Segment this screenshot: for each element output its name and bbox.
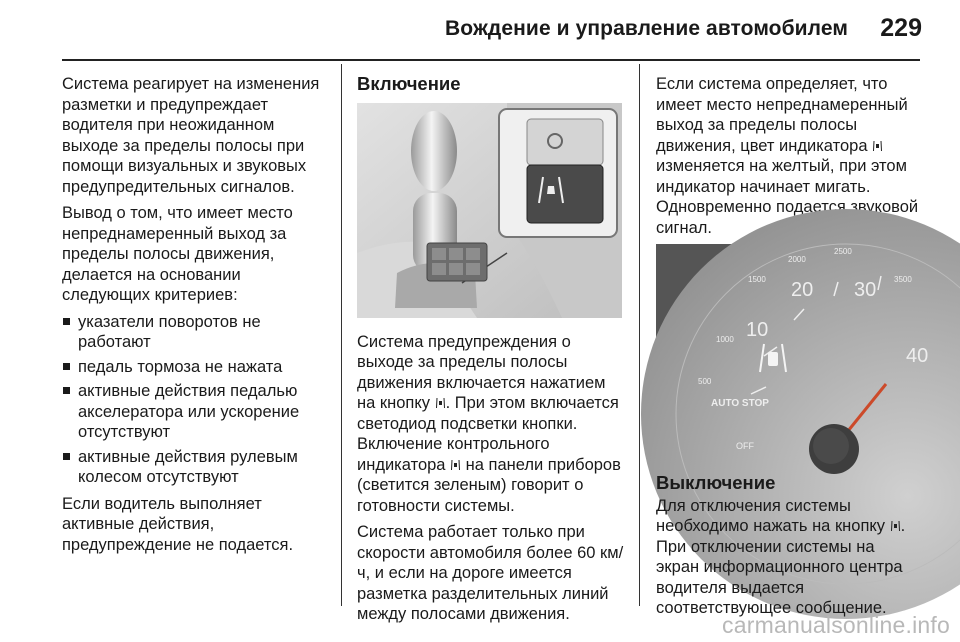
gauge-tick-label: 3500: [894, 275, 912, 284]
list-item: активные действия рулевым колесом отсутствуют: [62, 447, 332, 488]
lane-keep-assist-icon: [891, 520, 900, 532]
gauge-tick-label: 500: [698, 377, 712, 386]
column-1: [62, 74, 332, 561]
page-number: 229: [880, 14, 922, 42]
gauge-off-label: OFF: [736, 441, 754, 451]
lane-keep-assist-icon: [436, 397, 445, 409]
gauge-tick-label: 40: [906, 345, 929, 367]
list-item: указатели поворотов не работают: [62, 312, 332, 353]
list-item: педаль тормоза не нажата: [62, 357, 332, 378]
gauge-tick-label: 20: [791, 279, 814, 301]
column-divider-2: [639, 64, 640, 606]
auto-stop-label: AUTO STOP: [711, 398, 769, 409]
paragraph: Для отключения системы необходимо нажать на кнопку . При отключении системы на экран информационного центра водителя выдается соответствующее сообщение.: [656, 496, 906, 617]
section-heading-disable: Выключение: [656, 472, 776, 493]
instrument-cluster-figure: [656, 244, 929, 459]
paragraph: Система реагирует на изменения разметки и предупреждает водителя при неожиданном выходе за пределы полосы при помощи визуальных и звуковых предупредительных сигналов.: [62, 75, 320, 196]
column-2: [357, 74, 625, 631]
paragraph: Система предупреждения о выходе за пределы полосы движения включается нажатием на кнопку . При этом включается светодиод подсветки кнопки. Включение контрольного индикатора на панели приборов (светится зеленым) говорит о готовности системы.: [357, 332, 621, 515]
header-title: Вождение и управление автомобилем: [445, 17, 848, 40]
header-rule: [62, 59, 920, 61]
criteria-list: [62, 312, 332, 488]
lane-keep-assist-icon: [873, 140, 882, 152]
page-header: [0, 0, 960, 60]
watermark: carmanualsonline.info: [722, 612, 950, 638]
paragraph: Если система определяет, что имеет место непреднамеренный выход за пределы полосы движения, цвет индикатора изменяется на желтый, при этом индикатор начинает мигать. Одновременно подается звуковой сигнал.: [656, 75, 919, 237]
lane-keep-assist-icon: [451, 459, 460, 471]
gauge-tick-label: 30: [854, 279, 877, 301]
list-item: активные действия педалью акселератора или ускорение отсутствуют: [62, 381, 332, 443]
console-button-figure: [357, 103, 622, 318]
speedometer-illustration: [656, 244, 929, 459]
gauge-tick-label: 1000: [716, 335, 734, 344]
gauge-tick-label: 10: [746, 319, 769, 341]
section-heading-enable: Включение: [357, 73, 461, 94]
paragraph: Вывод о том, что имеет место непреднамеренный выход за пределы полосы движения, делается на основании следующих критериев:: [62, 204, 293, 304]
column-3: [656, 74, 929, 625]
paragraph: Система работает только при скорости автомобиля более 60 км/ч, и если на дороге имеется разметка разделительных линий между полосами движения.: [357, 523, 624, 623]
console-illustration: [357, 103, 622, 318]
column-divider-1: [341, 64, 342, 606]
gauge-tick-label: 2500: [834, 247, 852, 256]
gauge-tick-label: 1500: [748, 275, 766, 284]
gauge-tick-label: 2000: [788, 255, 806, 264]
paragraph: Если водитель выполняет активные действия, предупреждение не подается.: [62, 494, 294, 554]
